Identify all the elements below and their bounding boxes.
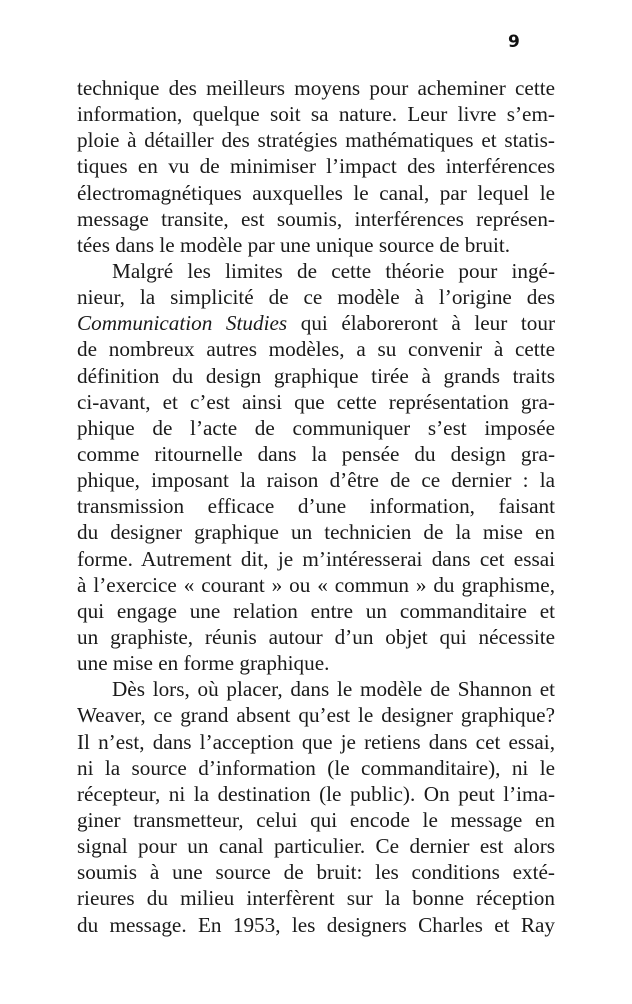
text-line: ni la source d’information (le commanditaire), ni le [77,755,555,780]
text-line: un graphiste, réunis autour d’un objet qui nécessite [77,624,555,649]
italic-term: Communication Studies [77,311,288,336]
paragraph-2 [77,258,555,676]
text-line: information, quelque soit sa nature. Leur livre s’em- [77,102,555,127]
text-line: ploie à détailler des stratégies mathématiques et statis- [77,128,555,153]
text-line: à l’exercice « courant » ou « commun » du graphisme, [77,572,555,597]
text-line: du message. En 1953, les designers Charles et Ray [77,912,555,937]
text-line: comme ritournelle dans la pensée du design gra- [77,441,555,466]
text-line: transmission efficace d’une information, faisant [77,494,555,519]
text-line: tiques en vu de minimiser l’impact des interférences [77,154,555,179]
text-line: Dès lors, où placer, dans le modèle de Shannon et [112,677,555,702]
text-line: nieur, la simplicité de ce modèle à l’origine des [77,285,555,310]
body-text [77,75,555,938]
text-line: du designer graphique un technicien de la mise en [77,520,555,545]
text-line: Weaver, ce grand absent qu’est le designer graphique? [77,703,555,728]
page-number: 9 [508,32,520,52]
text-line [77,310,555,336]
text-line: qui engage une relation entre un commanditaire et [77,598,555,623]
text-line: tées dans le modèle par une unique source de bruit. [77,232,511,257]
text-line: forme. Autrement dit, je m’intéresserai dans cet essai [77,546,555,571]
text-line: de nombreux autres modèles, a su convenir à cette [77,337,555,362]
text-line: technique des meilleurs moyens pour acheminer cette [77,76,555,100]
text-line: récepteur, ni la destination (le public). On peut l’ima- [77,781,555,806]
text-line-rest: qui élaboreront à leur tour [300,311,555,336]
text-line: phique, imposant la raison d’être de ce dernier : la [77,468,555,493]
text-line: Il n’est, dans l’acception que je retiens dans cet essai, [77,729,555,754]
text-line: électromagnétiques auxquelles le canal, par lequel le [77,180,555,205]
text-line: définition du design graphique tirée à grands traits [77,363,555,388]
paragraph-1 [77,75,555,258]
text-line: soumis à une source de bruit: les conditions exté- [77,860,555,885]
text-line: ci-avant, et c’est ainsi que cette représentation gra- [77,389,555,414]
text-line: giner transmetteur, celui qui encode le message en [77,807,555,832]
text-line: une mise en forme graphique. [77,651,330,676]
text-line: phique de l’acte de communiquer s’est imposée [77,415,555,440]
text-line: message transite, est soumis, interférences représen- [77,206,555,231]
text-line: rieures du milieu interfèrent sur la bonne réception [77,886,555,911]
text-line: Malgré les limites de cette théorie pour ingé- [112,258,555,283]
paragraph-3 [77,676,555,937]
text-line: signal pour un canal particulier. Ce dernier est alors [77,834,555,859]
